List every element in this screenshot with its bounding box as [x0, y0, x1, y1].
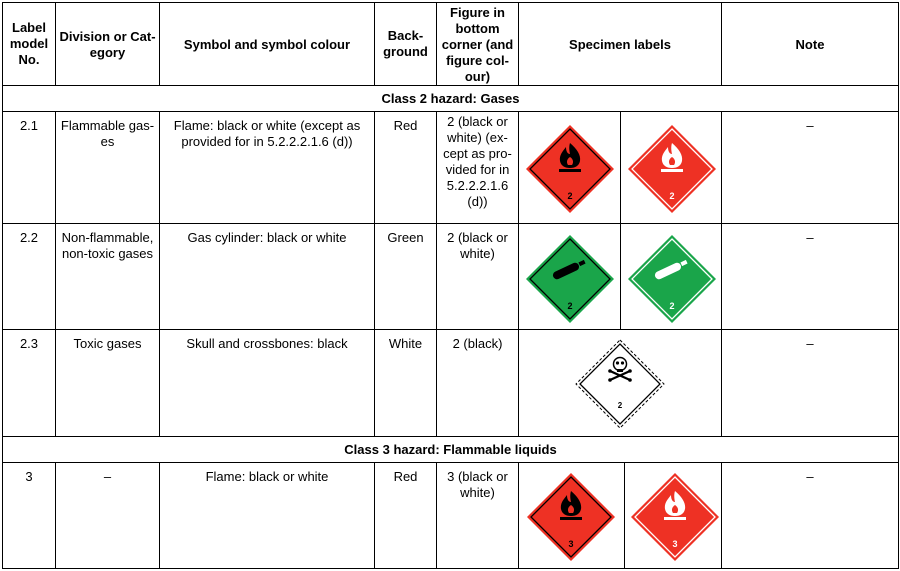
- row-2-2-symbol: Gas cylinder: black or white: [159, 223, 375, 330]
- class-number: 2: [669, 191, 675, 201]
- specimen-label-2-1-black: [525, 124, 615, 214]
- specimen-label-3-white: [630, 472, 720, 562]
- row-2-2-background: Green: [374, 223, 437, 330]
- header-specimen: Specimen labels: [518, 2, 722, 86]
- row-2-1-division: Flammable gases: [55, 111, 160, 224]
- row-3-background: Red: [374, 462, 437, 569]
- row-2-3-symbol: Skull and crossbones: black: [159, 329, 375, 437]
- specimen-label-2-1-white: [627, 124, 717, 214]
- row-3-model: 3: [2, 462, 56, 569]
- row-3-symbol: Flame: black or white: [159, 462, 375, 569]
- specimen-label-3-black: [526, 472, 616, 562]
- row-2-3-background: White: [374, 329, 437, 437]
- row-2-2-model: 2.2: [2, 223, 56, 330]
- class-number: 3: [568, 539, 574, 549]
- section-class2: Class 2 hazard: Gases: [2, 85, 899, 112]
- section-class3: Class 3 hazard: Flammable liquids: [2, 436, 899, 463]
- row-3-note: –: [721, 462, 899, 569]
- header-symbol: Symbol and symbol colour: [159, 2, 375, 86]
- specimen-label-2-2-white: [627, 234, 717, 324]
- row-2-1-symbol: Flame: black or white (except as provided for in 5.2.2.2.1.6 (d)): [159, 111, 375, 224]
- header-figure: Figure in bottom corner (and figure colour): [436, 2, 519, 86]
- row-2-2-division: Non-flammable, non-toxic gases: [55, 223, 160, 330]
- class-number: 3: [672, 539, 678, 549]
- class-number: 2: [669, 301, 675, 311]
- class-number: 2: [617, 401, 623, 410]
- row-2-1-note: –: [721, 111, 899, 224]
- row-2-1-background: Red: [374, 111, 437, 224]
- row-2-3-figure: 2 (black): [436, 329, 519, 437]
- row-2-1-model: 2.1: [2, 111, 56, 224]
- row-3-figure: 3 (black or white): [436, 462, 519, 569]
- row-2-3-note: –: [721, 329, 899, 437]
- header-note: Note: [721, 2, 899, 86]
- row-3-division: –: [55, 462, 160, 569]
- specimen-label-2-2-black: [525, 234, 615, 324]
- row-2-3-division: Toxic gases: [55, 329, 160, 437]
- class-number: 2: [567, 191, 573, 201]
- header-division: Division or Category: [55, 2, 160, 86]
- class-number: 2: [567, 301, 573, 311]
- header-label-model: Label model No.: [2, 2, 56, 86]
- row-2-2-figure: 2 (black or white): [436, 223, 519, 330]
- specimen-label-2-3: [575, 339, 665, 429]
- row-2-2-note: –: [721, 223, 899, 330]
- header-background: Background: [374, 2, 437, 86]
- row-2-1-figure: 2 (black or white) (except as provided for in 5.2.2.2.1.6 (d)): [436, 111, 519, 224]
- row-2-3-model: 2.3: [2, 329, 56, 437]
